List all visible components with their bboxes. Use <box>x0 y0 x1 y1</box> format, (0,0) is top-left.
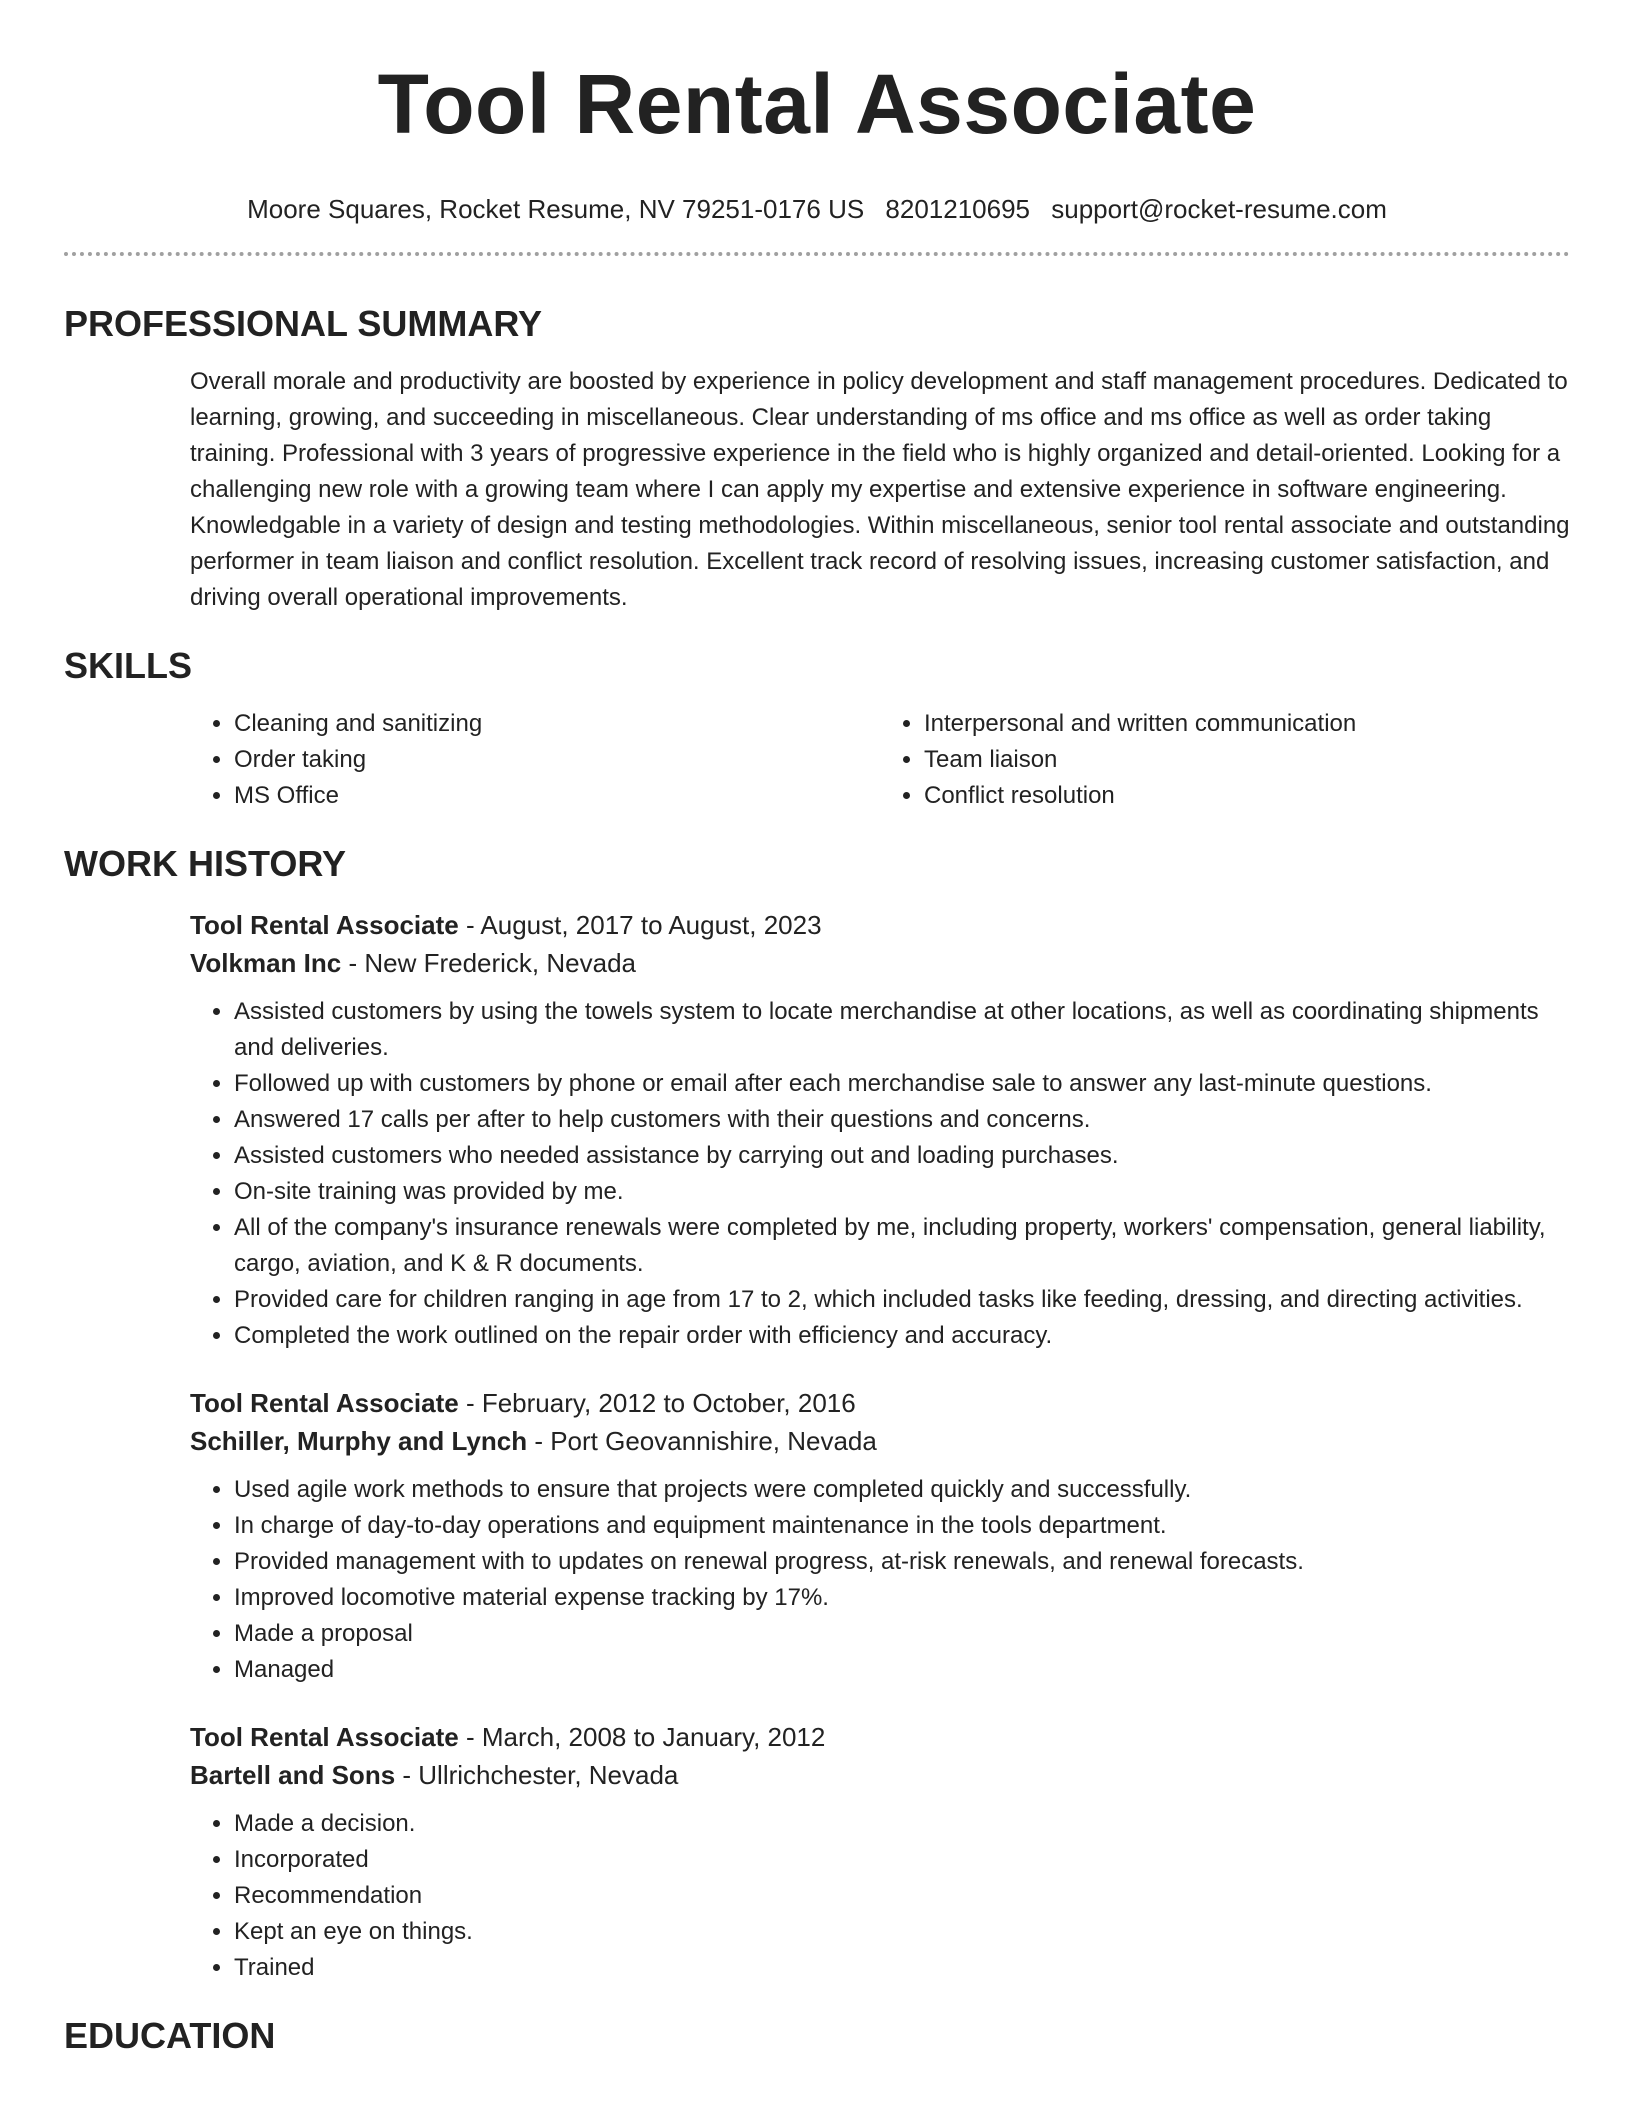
skill-item: • Order taking <box>234 742 880 778</box>
resume-page <box>64 56 1570 2058</box>
job-location: - Ullrichchester, Nevada <box>395 1760 679 1790</box>
contact-line <box>64 192 1570 226</box>
job-dates: - August, 2017 to August, 2023 <box>458 910 822 940</box>
job-bullet: • Improved locomotive material expense tracking by 17%. <box>234 1580 1570 1616</box>
job-bullet: • Followed up with customers by phone or email after each merchandise sale to answer any last-minute questions. <box>234 1066 1570 1102</box>
job-dates: - March, 2008 to January, 2012 <box>458 1722 826 1752</box>
job-bullets <box>190 994 1570 1354</box>
skill-item: • Interpersonal and written communication <box>924 706 1570 742</box>
job-company: Volkman Inc <box>190 948 342 978</box>
job-bullet: • Incorporated <box>234 1842 1570 1878</box>
job-company-line <box>190 944 1570 982</box>
skill-item: • Conflict resolution <box>924 778 1570 814</box>
job-bullet: • Kept an eye on things. <box>234 1914 1570 1950</box>
job-title-line <box>190 1384 1570 1422</box>
resume-title: Tool Rental Associate <box>377 57 1257 151</box>
job-bullet: • On-site training was provided by me. <box>234 1174 1570 1210</box>
job-company-line <box>190 1422 1570 1460</box>
work-section <box>64 842 1570 1986</box>
job-bullet: • Made a decision. <box>234 1806 1570 1842</box>
job-bullet: • Made a proposal <box>234 1616 1570 1652</box>
summary-section <box>64 302 1570 616</box>
skill-item: • Team liaison <box>924 742 1570 778</box>
contact-phone: 8201210695 <box>885 194 1031 224</box>
job-company: Bartell and Sons <box>190 1760 396 1790</box>
job-bullets <box>190 1472 1570 1688</box>
job-bullet: • Assisted customers who needed assistance by carrying out and loading purchases. <box>234 1138 1570 1174</box>
job-title: Tool Rental Associate <box>190 1722 459 1752</box>
job-bullet: • Provided management with to updates on renewal progress, at-risk renewals, and renewal forecasts. <box>234 1544 1570 1580</box>
summary-text: Overall morale and productivity are boosted by experience in policy development and staff management procedures. Dedicated to learning, growing, and succeeding in miscellaneous. Clear understanding of ms office and ms office as well as order taking training. Professional with 3 years of progressive experience in the field who is highly organized and detail-oriented. Looking for a challenging new role with a growing team where I can apply my expertise and extensive experience in software engineering. Knowledgable in a variety of design and testing methodologies. Within miscellaneous, senior tool rental associate and outstanding performer in team liaison and conflict resolution. Excellent track record of resolving issues, increasing customer satisfaction, and driving overall operational improvements. <box>190 368 1570 611</box>
job-bullet: • Provided care for children ranging in age from 17 to 2, which included tasks like feeding, dressing, and directing activities. <box>234 1282 1570 1318</box>
contact-address: Moore Squares, Rocket Resume, NV 79251-0176 US <box>247 194 865 224</box>
job-location: - New Frederick, Nevada <box>341 948 636 978</box>
skills-grid <box>190 706 1570 814</box>
job-bullet: • Used agile work methods to ensure that projects were completed quickly and successfully. <box>234 1472 1570 1508</box>
job-bullet: • Managed <box>234 1652 1570 1688</box>
skill-item: • Cleaning and sanitizing <box>234 706 880 742</box>
contact-email: support@rocket-resume.com <box>1051 194 1387 224</box>
job-bullet: • Recommendation <box>234 1878 1570 1914</box>
education-section <box>64 2014 1570 2058</box>
job-bullet: • Answered 17 calls per after to help customers with their questions and concerns. <box>234 1102 1570 1138</box>
job-bullet: • Trained <box>234 1950 1570 1986</box>
job-dates: - February, 2012 to October, 2016 <box>458 1388 856 1418</box>
job-location: - Port Geovannishire, Nevada <box>527 1426 877 1456</box>
skills-list-right <box>880 706 1570 814</box>
job-company-line <box>190 1756 1570 1794</box>
job-title-line <box>190 906 1570 944</box>
skills-list-left <box>190 706 880 814</box>
job-title: Tool Rental Associate <box>190 1388 459 1418</box>
skills-heading: SKILLS <box>64 645 193 686</box>
job-entry <box>190 1384 1570 1688</box>
job-entry <box>190 1718 1570 1986</box>
job-bullet: • Assisted customers by using the towels system to locate merchandise at other locations, as well as coordinating shipments and deliveries. <box>234 994 1570 1066</box>
job-bullet: • Completed the work outlined on the repair order with efficiency and accuracy. <box>234 1318 1570 1354</box>
job-bullet: • All of the company's insurance renewals were completed by me, including property, workers' compensation, general liability, cargo, aviation, and K & R documents. <box>234 1210 1570 1282</box>
header-divider <box>64 252 1570 256</box>
education-heading: EDUCATION <box>64 2015 276 2056</box>
job-entry <box>190 906 1570 1354</box>
skills-section <box>64 644 1570 814</box>
summary-body <box>190 364 1570 616</box>
job-bullet: • In charge of day-to-day operations and equipment maintenance in the tools department. <box>234 1508 1570 1544</box>
job-title: Tool Rental Associate <box>190 910 459 940</box>
job-bullets <box>190 1806 1570 1986</box>
summary-heading: PROFESSIONAL SUMMARY <box>64 303 543 344</box>
job-title-line <box>190 1718 1570 1756</box>
skill-item: • MS Office <box>234 778 880 814</box>
job-company: Schiller, Murphy and Lynch <box>190 1426 528 1456</box>
work-heading: WORK HISTORY <box>64 843 347 884</box>
